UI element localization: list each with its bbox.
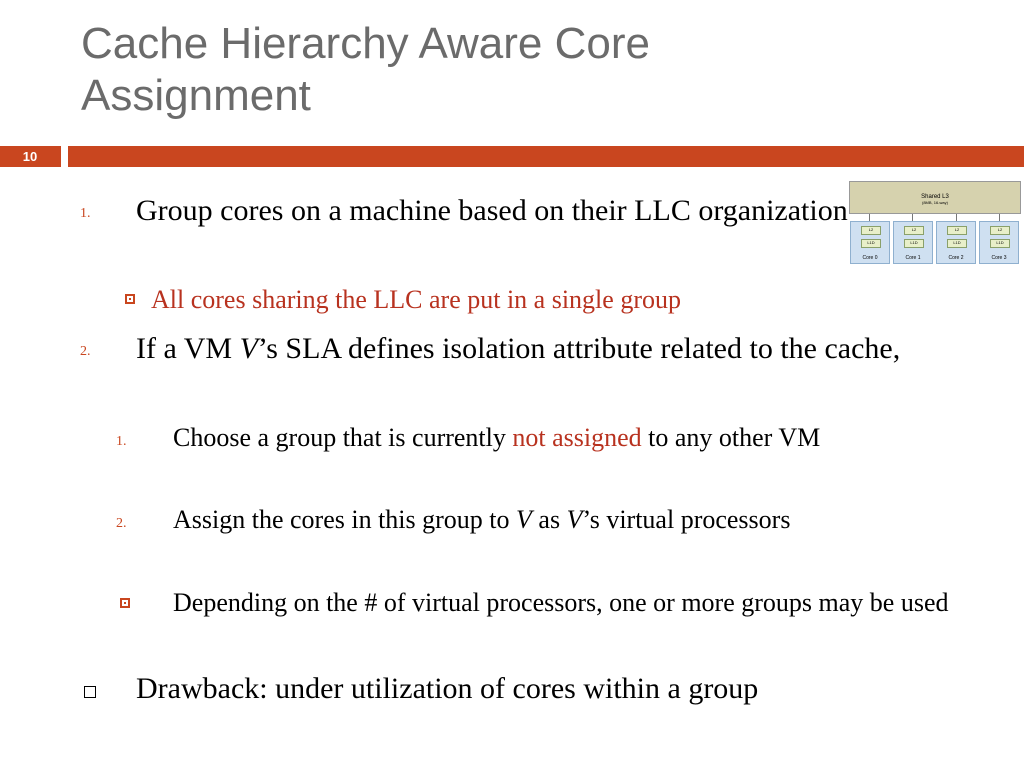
square-bullet-icon	[120, 598, 130, 608]
text-segment: Assign the cores in this group to	[173, 505, 517, 534]
l1-cache	[990, 239, 1010, 248]
l1-cache	[861, 239, 881, 248]
list-item-text: Group cores on a machine based on their LLC organization	[136, 194, 848, 227]
core-box	[893, 221, 933, 264]
highlight-text: not assigned	[512, 423, 642, 452]
l1-label: L1D	[953, 240, 961, 245]
l2-label: L2	[954, 227, 960, 232]
l1-label: L1D	[867, 240, 875, 245]
list-marker: 2.	[116, 516, 127, 531]
text-segment: ’s virtual processors	[582, 505, 791, 534]
slide-title: Cache Hierarchy Aware Core Assignment	[81, 19, 650, 120]
l2-cache	[947, 226, 967, 235]
sub-item-text: All cores sharing the LLC are put in a single group	[151, 285, 681, 314]
sub-item-text	[173, 420, 993, 456]
cache-hierarchy-diagram	[848, 181, 1023, 265]
l2-cache	[904, 226, 924, 235]
text-segment: If a VM	[136, 332, 240, 365]
sub-item-text: Depending on the # of virtual processors, one or more groups may be used	[173, 588, 949, 617]
core-label: Core 1	[905, 255, 921, 261]
square-bullet-icon	[125, 294, 135, 304]
hollow-square-bullet-icon	[84, 686, 96, 698]
l2-cache	[990, 226, 1010, 235]
slide-number: 10	[22, 149, 38, 164]
l2-cache	[861, 226, 881, 235]
variable-v: V	[566, 505, 583, 534]
l1-label: L1D	[996, 240, 1004, 245]
core-box	[850, 221, 890, 264]
shared-l3-box	[849, 181, 1021, 214]
text-segment: to any other VM	[641, 423, 821, 452]
list-marker: 1.	[80, 206, 91, 221]
text-segment: ’s SLA defines isolation attribute related to the cache,	[257, 332, 901, 365]
l1-cache	[947, 239, 967, 248]
sub-item-text	[173, 502, 873, 538]
shared-l3-label: Shared L3	[921, 194, 949, 200]
core-box	[936, 221, 976, 264]
l2-label: L2	[868, 227, 874, 232]
shared-l3-sub: (8MB, 16-way)	[921, 200, 948, 205]
list-marker: 2.	[80, 344, 91, 359]
core-label: Core 0	[862, 255, 878, 261]
variable-v: V	[516, 505, 532, 534]
list-item-text	[136, 330, 976, 368]
l1-label: L1D	[910, 240, 918, 245]
list-marker: 1.	[116, 434, 127, 449]
list-item-text: Drawback: under utilization of cores within a group	[136, 672, 759, 705]
l1-cache	[904, 239, 924, 248]
l2-label: L2	[911, 227, 917, 232]
title-divider-bar	[68, 146, 1024, 167]
core-label: Core 3	[991, 255, 1007, 261]
text-segment: as	[531, 505, 567, 534]
variable-v: V	[239, 332, 258, 365]
l2-label: L2	[997, 227, 1003, 232]
core-box	[979, 221, 1019, 264]
core-label: Core 2	[948, 255, 964, 261]
text-segment: Choose a group that is currently	[173, 423, 513, 452]
